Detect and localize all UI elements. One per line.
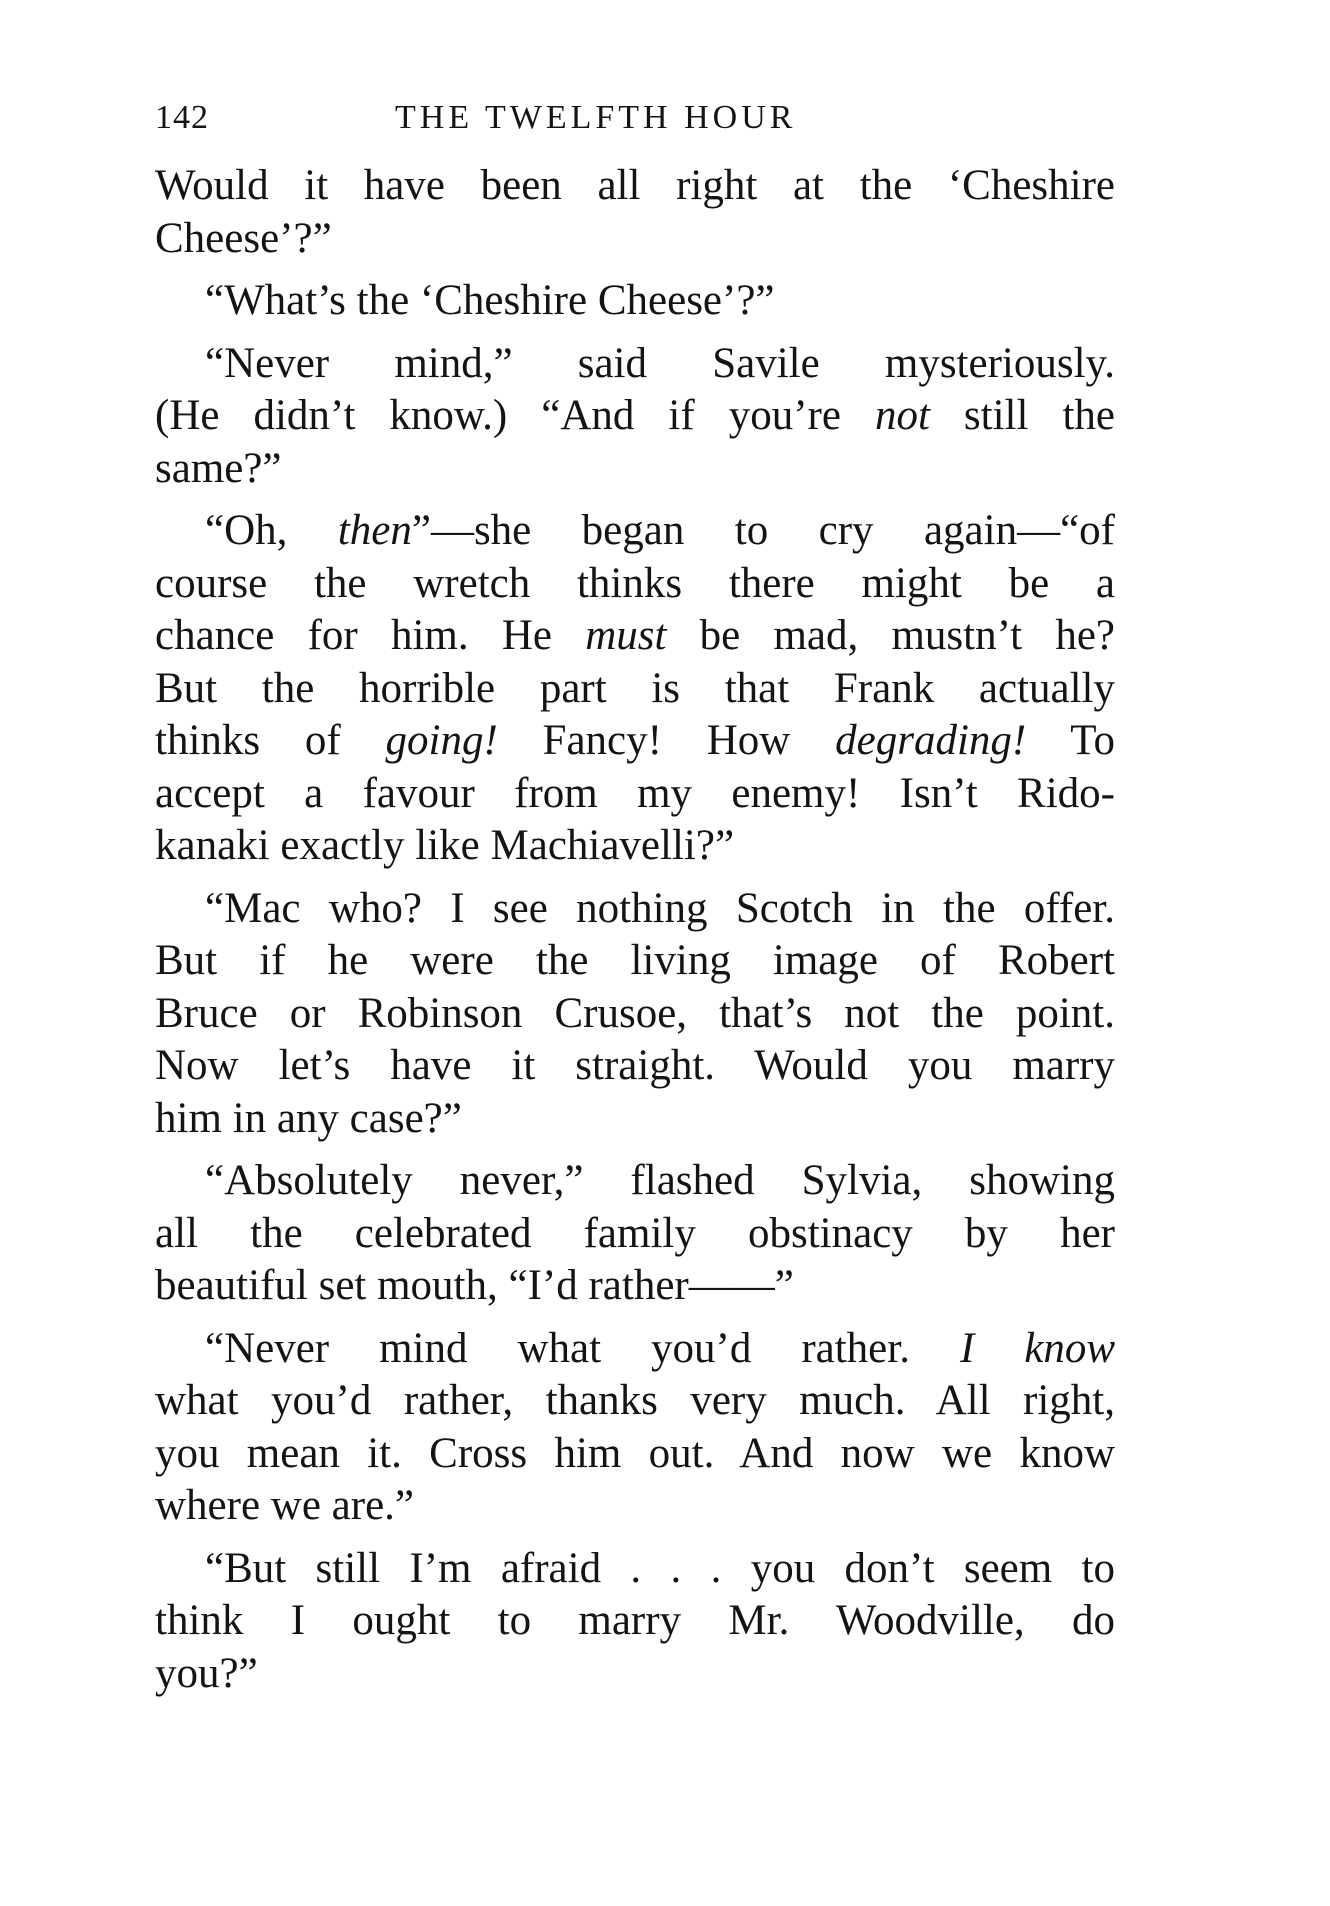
text-line: “But still I’m afraid . . . you don’t seem to [205, 1544, 1115, 1592]
text-line: Cheese’?” [155, 214, 332, 262]
text-line: you?” [155, 1649, 258, 1697]
italic-run: then [337, 507, 412, 554]
text-line: But the horrible part is that Frank actually [155, 664, 1115, 712]
italic-run: degrading! [835, 717, 1027, 764]
text-line: “Absolutely never,” flashed Sylvia, showing [205, 1157, 1115, 1204]
italic-run: going! [385, 717, 498, 764]
italic-run: must [585, 612, 667, 659]
page-number: 142 [155, 99, 209, 136]
text-run: be mad, mustn’t he? [666, 612, 1115, 659]
text-run: “Never mind what you’d rather. [205, 1324, 960, 1372]
text-line: “Mac who? I see nothing Scotch in the offer. [205, 884, 1115, 932]
text-line: him in any case?” [155, 1094, 462, 1142]
running-title: THE TWELFTH HOUR [395, 99, 797, 136]
text-line [155, 505, 1115, 558]
text-run: chance for him. He [155, 612, 586, 659]
body-text [155, 160, 1115, 1700]
italic-run: not [874, 392, 930, 439]
text-run: “Oh, [205, 507, 338, 554]
text-line [155, 390, 1115, 443]
text-line: “Never mind,” said Savile mysteriously. [205, 339, 1115, 387]
text-line: where we are.” [155, 1482, 415, 1529]
text-line: course the wretch thinks there might be a [155, 559, 1115, 607]
text-line: kanaki exactly like Machiavelli?” [155, 822, 735, 869]
italic-run: I know [959, 1324, 1115, 1372]
text-line: Now let’s have it straight. Would you marry [155, 1042, 1115, 1089]
text-line: But if he were the living image of Robert [155, 937, 1115, 984]
text-line: what you’d rather, thanks very much. All right, [155, 1377, 1115, 1424]
text-line: same?” [155, 444, 282, 492]
text-line: you mean it. Cross him out. And now we know [155, 1429, 1115, 1477]
text-line: accept a favour from my enemy! Isn’t Rido- [155, 769, 1115, 817]
page-header [155, 94, 1115, 142]
text-line: “What’s the ‘Cheshire Cheese’?” [205, 277, 775, 324]
text-run: ”—she began to cry again—“of [411, 507, 1115, 554]
text-run: (He didn’t know.) “And if you’re [155, 392, 875, 439]
text-line [155, 1323, 1115, 1376]
text-line: think I ought to marry Mr. Woodville, do [155, 1597, 1115, 1644]
text-run: still the [929, 392, 1115, 439]
text-run: To [1026, 717, 1115, 764]
text-run: thinks of [155, 717, 386, 764]
text-line: Would it have been all right at the ‘Cheshire [155, 162, 1115, 209]
text-line: Bruce or Robinson Crusoe, that’s not the point. [155, 989, 1115, 1037]
text-run: Fancy! How [497, 717, 836, 764]
text-line [155, 610, 1115, 663]
text-line [155, 715, 1115, 768]
text-line: all the celebrated family obstinacy by her [155, 1209, 1115, 1257]
text-line: beautiful set mouth, “I’d rather——” [155, 1262, 794, 1309]
